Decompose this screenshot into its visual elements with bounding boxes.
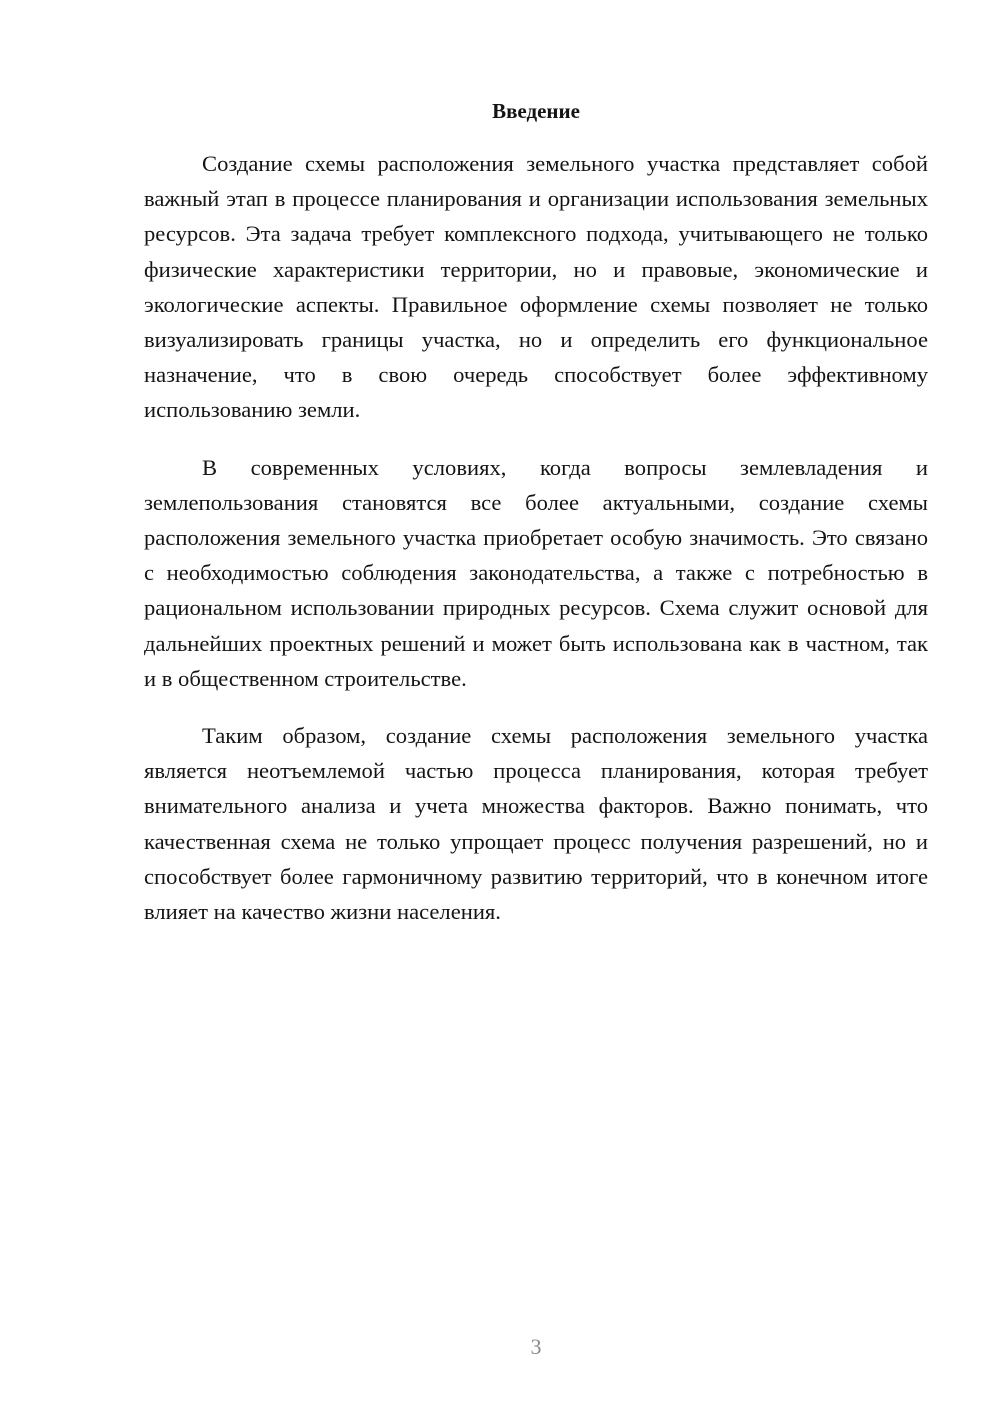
section-heading: Введение: [492, 99, 580, 123]
paragraph-3: Таким образом, создание схемы расположения земельного участка является неотъемлемой частью процесса планирования, которая требует внимательного анализа и учета множества факторов. Важно понимать, что качественная схема не только упрощает процесс получения разрешений, но и способствует более гармоничному развитию территорий, что в конечном итоге влияет на качество жизни населения.: [144, 723, 928, 925]
paragraph-1: Создание схемы расположения земельного участка представляет собой важный этап в процессе планирования и организации использования земельных ресурсов. Эта задача требует комплексного подхода, учитывающего не только физические характеристики территории, но и правовые, экономические и экологические аспекты. Правильное оформление схемы позволяет не только визуализировать границы участка, но и определить его функциональное назначение, что в свою очередь способствует более эффективному использованию земли.: [144, 151, 928, 423]
paragraph-2: В современных условиях, когда вопросы землевладения и землепользования становятся все более актуальными, создание схемы расположения земельного участка приобретает особую значимость. Это связано с необходимостью соблюдения законодательства, а также с потребностью в рациональном использовании природных ресурсов. Схема служит основой для дальнейших проектных решений и может быть использована как в частном, так и в общественном строительстве.: [144, 454, 928, 691]
page-number: 3: [530, 1334, 542, 1359]
page-content: [144, 96, 928, 951]
